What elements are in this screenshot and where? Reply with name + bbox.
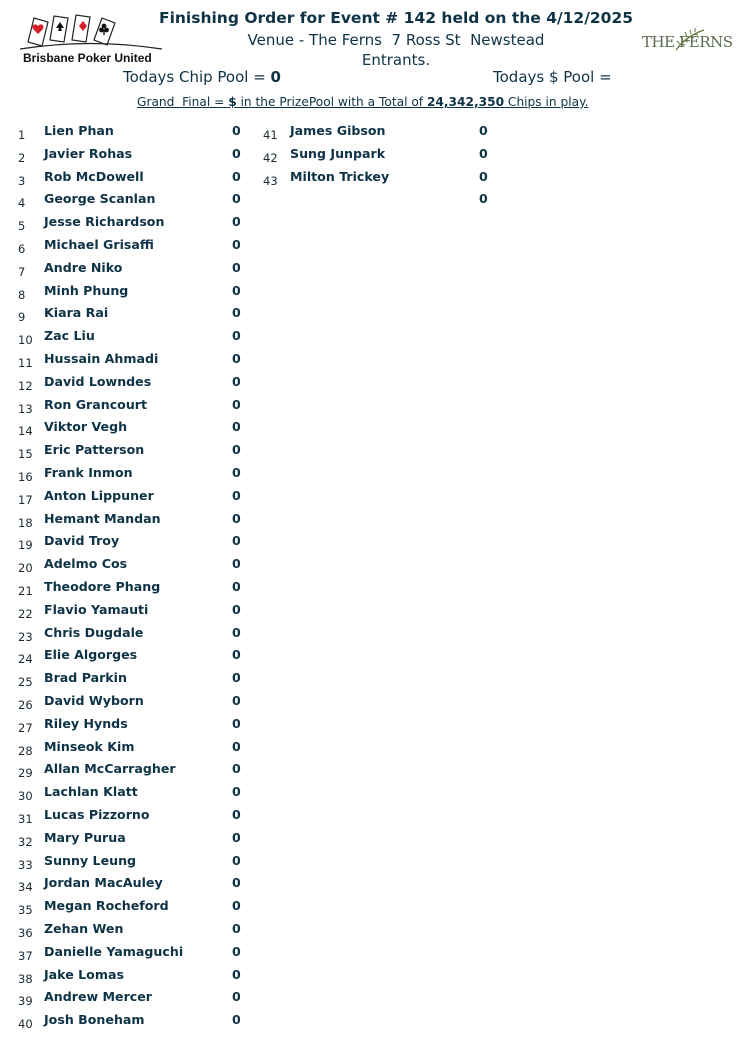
player-name: James Gibson [290,123,386,138]
player-row [18,283,258,305]
player-row [18,374,258,396]
finish-position: 11 [18,356,33,370]
finish-position: 37 [18,948,33,963]
player-row [18,511,258,533]
player-row [18,739,258,761]
player-row [18,305,258,327]
player-name: Rob McDowell [44,168,144,184]
player-chips: 0 [232,465,241,480]
player-row [18,625,258,647]
player-name: Javier Rohas [44,145,133,161]
player-chips: 0 [479,145,488,161]
finish-position: 7 [18,264,26,279]
finish-position: 27 [18,720,33,735]
player-row [18,328,258,350]
grand-final-suffix: Chips in play. [504,95,589,109]
playing-cards-icon [20,12,162,52]
player-chips: 0 [232,943,241,959]
player-chips: 0 [232,442,241,458]
player-chips: 0 [232,966,241,982]
player-chips: 0 [232,715,241,731]
player-row [18,579,258,601]
player-row [18,647,258,669]
venue-line: Venue - The Ferns 7 Ross St Newstead [247,31,545,49]
player-name: Josh Boneham [44,1012,145,1028]
finish-position: 12 [18,378,33,393]
finish-position: 1 [18,128,26,142]
player-name: Minseok Kim [44,738,135,754]
player-name: David Troy [44,533,120,549]
entrants-label: Entrants. [361,51,431,69]
player-row [18,921,258,943]
finish-position: 13 [18,401,33,416]
player-row [18,898,258,920]
player-chips: 0 [232,191,241,207]
finish-position: 18 [18,515,33,530]
player-chips: 0 [232,670,241,686]
player-chips: 0 [232,898,241,914]
player-name: Lien Phan [44,123,114,138]
player-name: Riley Hynds [44,715,128,731]
player-chips: 0 [232,1012,241,1028]
player-chips: 0 [232,533,241,549]
finish-position: 9 [18,310,26,325]
finish-position: 21 [18,584,33,598]
finish-position: 23 [18,629,33,644]
player-chips: 0 [479,168,488,184]
finish-position: 36 [18,926,33,940]
finish-position: 15 [18,447,33,462]
player-name: Eric Patterson [44,442,145,458]
player-row [18,807,258,829]
player-chips: 0 [232,875,241,891]
player-row [18,397,258,419]
finish-position: 33 [18,857,33,872]
player-chips: 0 [232,487,241,503]
player-name: Ron Grancourt [44,396,148,412]
finish-position: 16 [18,470,33,484]
player-chips: 0 [232,624,241,640]
finish-position: 32 [18,834,33,849]
player-row [263,169,503,191]
logo-text: Brisbane Poker United [23,51,152,65]
player-name: Minh Phung [44,282,129,298]
dollar-pool-label: Todays $ Pool = [493,68,612,86]
logo-the-text: THE [642,33,675,51]
player-row [18,602,258,624]
player-name: Theodore Phang [44,579,161,594]
chip-pool-label: Todays Chip Pool = [123,68,271,86]
finish-position: 17 [18,492,33,507]
finish-position: 2 [18,150,26,165]
player-name: Sunny Leung [44,852,137,868]
player-chips: 0 [232,784,241,800]
player-name: George Scanlan [44,191,156,207]
player-chips: 0 [232,921,241,936]
logo-ferns-text: FERNS [679,33,733,51]
finish-position: 14 [18,424,33,439]
player-name: David Wyborn [44,693,144,708]
player-name: Mary Purua [44,829,126,845]
player-row [263,123,503,145]
player-name: Chris Dugdale [44,624,144,640]
player-row [18,693,258,715]
player-name: Viktor Vegh [44,419,128,435]
player-chips: 0 [232,761,241,777]
player-row [18,419,258,441]
player-chips: 0 [232,510,241,526]
finish-position: 34 [18,880,33,895]
player-row [18,1012,258,1034]
chip-pool [123,68,281,86]
grand-final-dollar: $ [228,95,237,109]
finish-position: 5 [18,219,26,234]
player-chips: 0 [479,191,488,207]
player-name: Andre Niko [44,259,123,275]
player-chips: 0 [232,259,241,275]
grand-final-prefix: Grand Final = [137,95,229,109]
player-name: Flavio Yamauti [44,601,149,617]
player-chips: 0 [232,373,241,389]
player-row [18,944,258,966]
player-row [18,260,258,282]
player-name: Sung Junpark [290,145,386,161]
player-row [18,191,258,213]
player-row [263,191,503,213]
player-row [18,784,258,806]
brisbane-poker-united-logo [20,12,162,66]
the-ferns-logo [642,26,738,56]
player-row [18,830,258,852]
player-chips: 0 [232,852,241,868]
finish-position: 42 [263,150,278,165]
player-chips: 0 [232,647,241,663]
player-chips: 0 [232,168,241,184]
player-name: Lachlan Klatt [44,784,138,800]
player-chips: 0 [232,829,241,845]
player-name: Danielle Yamaguchi [44,943,184,959]
finish-position: 35 [18,903,33,918]
player-chips: 0 [232,123,241,138]
finish-position: 10 [18,333,33,348]
player-name: David Lowndes [44,373,152,389]
chip-pool-value: 0 [270,68,281,86]
fern-leaf-icon [642,26,738,56]
player-name: Jake Lomas [44,966,124,982]
finish-position: 6 [18,242,26,256]
player-row [18,716,258,738]
player-row [18,556,258,578]
player-chips: 0 [232,738,241,754]
player-name: Frank Inmon [44,465,133,480]
finish-position: 41 [263,128,278,142]
player-name: Megan Rocheford [44,898,169,914]
finish-position: 26 [18,698,33,712]
player-name: Allan McCarragher [44,761,176,777]
player-row [18,351,258,373]
player-chips: 0 [232,328,241,344]
player-name: Adelmo Cos [44,556,128,572]
player-chips: 0 [232,693,241,708]
page-title: Finishing Order for Event # 142 held on the 4/12/2025 [158,9,634,27]
player-row [18,533,258,555]
grand-final-line [137,95,588,109]
player-row [18,465,258,487]
player-chips: 0 [232,396,241,412]
finish-position: 28 [18,743,33,758]
player-name: Jordan MacAuley [44,875,163,891]
finish-position: 22 [18,606,33,621]
player-chips: 0 [232,237,241,252]
player-name: Elie Algorges [44,647,138,663]
player-chips: 0 [232,214,241,230]
finish-position: 20 [18,561,33,576]
player-name: Michael Grisaffi [44,237,154,252]
finish-position: 40 [18,1017,33,1032]
finish-position: 19 [18,538,33,553]
player-chips: 0 [232,351,241,366]
finish-position: 31 [18,812,33,826]
player-chips: 0 [232,989,241,1005]
player-name: Hussain Ahmadi [44,351,159,366]
player-row [18,442,258,464]
player-name: Milton Trickey [290,168,390,184]
player-name: Andrew Mercer [44,989,153,1005]
player-row [18,989,258,1011]
player-chips: 0 [232,556,241,572]
player-row [18,214,258,236]
player-chips: 0 [232,579,241,594]
player-name: Hemant Mandan [44,510,161,526]
finish-position: 29 [18,766,33,781]
player-name: Zehan Wen [44,921,124,936]
player-name: Zac Liu [44,328,95,344]
player-row [18,146,258,168]
finish-position: 38 [18,971,33,986]
player-chips: 0 [232,305,241,321]
grand-final-chips: 24,342,350 [426,95,505,109]
player-chips: 0 [232,145,241,161]
grand-final-middle: in the PrizePool with a Total of [236,95,427,109]
player-chips: 0 [479,123,488,138]
finish-position: 8 [18,287,26,302]
player-row [18,237,258,259]
player-row [18,967,258,989]
finish-position: 3 [18,173,26,188]
finish-position: 4 [18,196,26,211]
player-row [18,488,258,510]
finish-position: 43 [263,173,278,188]
player-chips: 0 [232,601,241,617]
player-row [18,169,258,191]
player-name: Anton Lippuner [44,487,154,503]
finish-position: 24 [18,652,33,667]
player-row [18,123,258,145]
finish-position: 30 [18,789,33,804]
player-name: Kiara Rai [44,305,109,321]
player-row [18,761,258,783]
finish-position: 25 [18,675,33,690]
player-chips: 0 [232,419,241,435]
player-row [18,875,258,897]
player-name: Lucas Pizzorno [44,807,150,822]
player-row [263,146,503,168]
finish-position: 39 [18,994,33,1009]
player-name: Jesse Richardson [44,214,165,230]
player-chips: 0 [232,807,241,822]
player-row [18,670,258,692]
player-name: Brad Parkin [44,670,127,686]
player-row [18,853,258,875]
player-chips: 0 [232,282,241,298]
